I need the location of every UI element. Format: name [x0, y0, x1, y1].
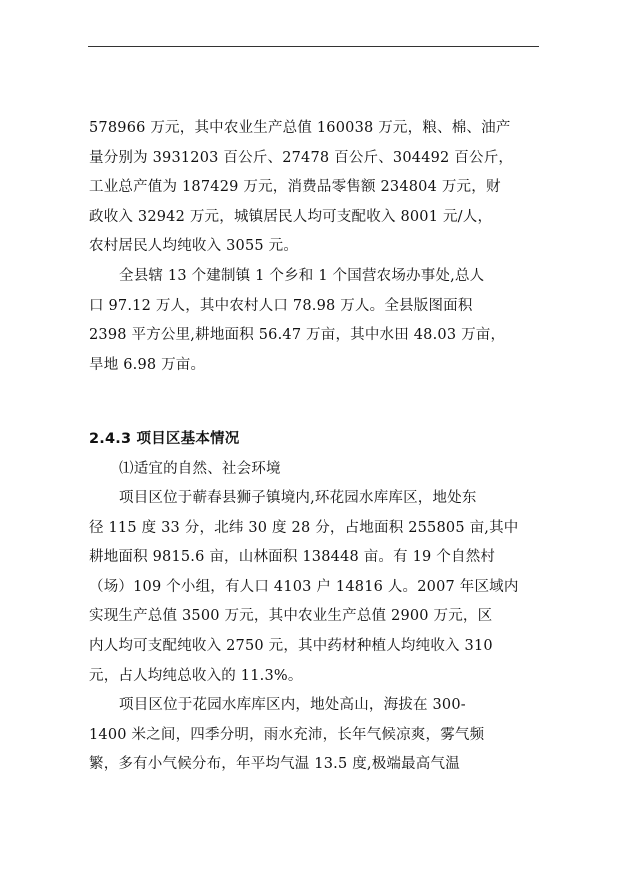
text-line: 量分别为 3931203 百公斤、27478 百公斤、304492 百公斤，: [89, 149, 514, 166]
text-line: 元，占人均纯总收入的 11.3%。: [89, 667, 303, 684]
text-line: 口 97.12 万人，其中农村人口 78.98 万人。全县版图面积: [89, 297, 473, 314]
text-line: 耕地面积 9815.6 亩，山林面积 138448 亩。有 19 个自然村: [89, 549, 496, 566]
header-rule: [88, 46, 539, 47]
paragraph-climate: [89, 691, 544, 780]
text-line: 项目区位于花园水库库区内，地处高山，海拔在 300-: [119, 697, 466, 713]
text-line: （场）109 个小组，有人口 4103 户 14816 人。2007 年区域内: [89, 578, 519, 595]
text-line: 578966 万元，其中农业生产总值 160038 万元，粮、棉、油产: [89, 120, 511, 136]
text-line: 旱地 6.98 万亩。: [89, 356, 206, 373]
text-line: 2398 平方公里,耕地面积 56.47 万亩，其中水田 48.03 万亩，: [89, 327, 506, 344]
paragraph-economy: [89, 114, 544, 262]
text-line: 1400 米之间，四季分明，雨水充沛，长年气候凉爽，雾气频: [89, 726, 485, 743]
paragraph-project-area: [89, 484, 544, 691]
text-line: 内人均可支配纯收入 2750 元，其中药材种植人均纯收入 310: [89, 637, 493, 654]
paragraph-county: [89, 262, 544, 380]
section-block: [89, 425, 544, 484]
text-line: 政收入 32942 万元，城镇居民人均可支配收入 8001 元/人，: [89, 208, 493, 225]
text-line: 农村居民人均纯收入 3055 元。: [89, 238, 299, 255]
text-line: 全县辖 13 个建制镇 1 个乡和 1 个国营农场办事处,总人: [119, 268, 485, 284]
text-line: 项目区位于蕲春县狮子镇境内,环花园水库库区，地处东: [119, 490, 477, 506]
text-line: 径 115 度 33 分，北纬 30 度 28 分，占地面积 255805 亩,其中: [89, 519, 519, 536]
text-line: 工业总产值为 187429 万元，消费品零售额 234804 万元，财: [89, 179, 501, 196]
text-line: 实现生产总值 3500 万元，其中农业生产总值 2900 万元，区: [89, 608, 493, 625]
section-heading: 2.4.3 项目区基本情况: [89, 431, 240, 447]
section-subheading: ⑴适宜的自然、社会环境: [119, 460, 281, 477]
text-line: 繁，多有小气候分布，年平均气温 13.5 度,极端最高气温: [89, 756, 460, 773]
